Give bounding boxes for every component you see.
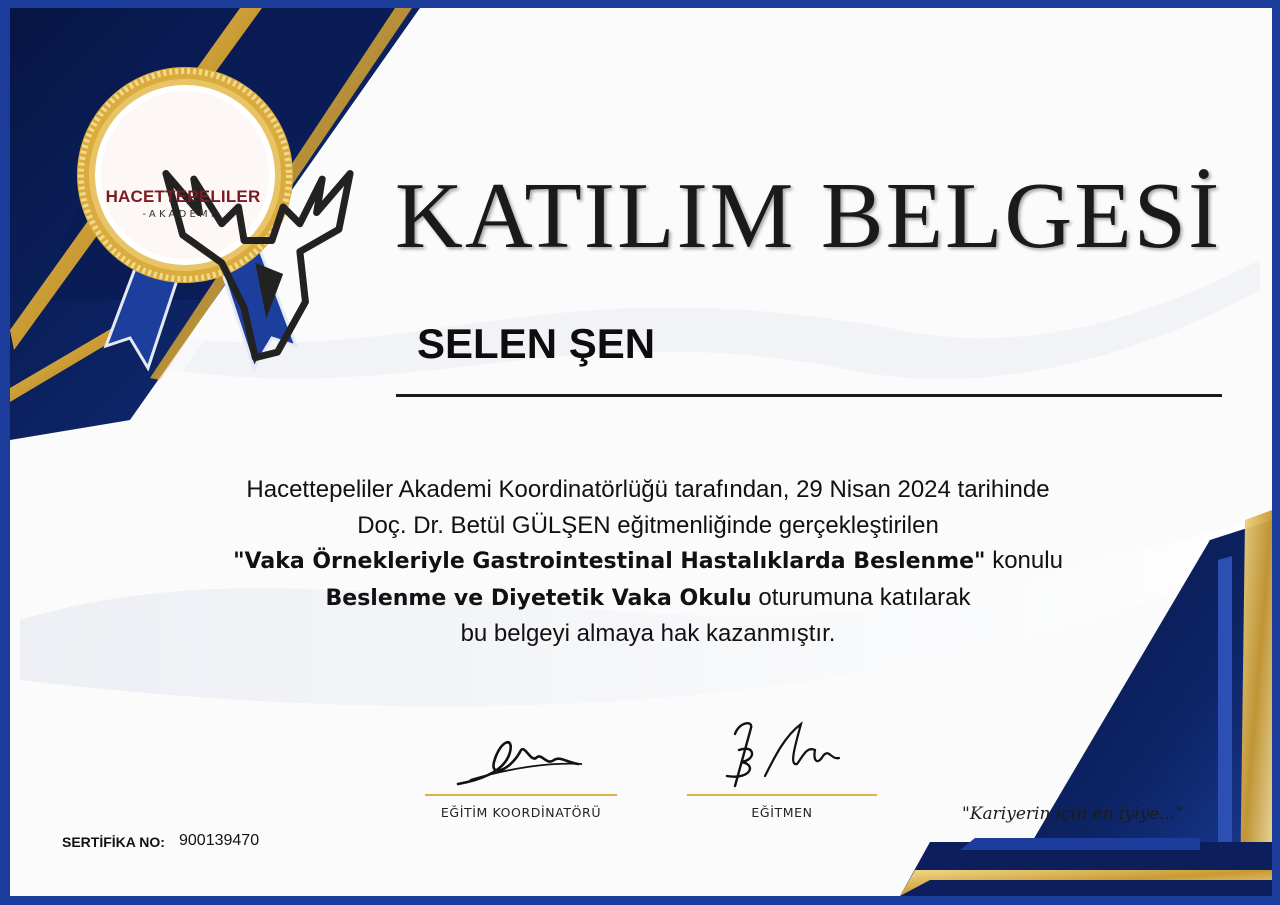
coordinator-signature: [450, 722, 590, 792]
body-line-3: [148, 543, 1148, 580]
certificate-body: [148, 472, 1148, 652]
body-line-5: bu belgeyi almaya hak kazanmıştır.: [460, 620, 836, 647]
deer-head-icon: [138, 100, 378, 420]
body-line-1: Hacettepeliler Akademi Koordinatörlüğü tarafından, 29 Nisan 2024 tarihinde: [246, 476, 1050, 503]
recipient-name: SELEN ŞEN: [417, 320, 656, 367]
course-title: "Vaka Örnekleriyle Gastrointestinal Hastalıklarda Beslenme": [233, 549, 986, 574]
seal-org-name: HACETTEPELILER: [105, 187, 261, 206]
coordinator-signature-line: [425, 794, 617, 796]
certificate-number: 900139470: [179, 832, 260, 849]
body-line-2: Doç. Dr. Betül GÜLŞEN eğitmenliğinde gerçekleştirilen: [357, 511, 939, 539]
recipient-underline: [396, 394, 1222, 397]
certificate-number-label: SERTİFİKA NO:: [62, 834, 165, 850]
instructor-label: EĞİTMEN: [751, 805, 813, 820]
body-line-4-rest: oturumuna katılarak: [751, 583, 971, 611]
instructor-signature: [705, 716, 855, 792]
body-line-4: [148, 580, 1148, 617]
certificate-title: KATILIM BELGESİ: [395, 164, 1222, 268]
body-line-3-rest: konulu: [985, 547, 1063, 574]
motto: "Kariyerin için en iyiye...": [962, 804, 1184, 824]
instructor-signature-line: [687, 794, 877, 796]
program-name: Beslenme ve Diyetetik Vaka Okulu: [325, 585, 752, 611]
seal-org-subtitle: -AKADEMi-: [142, 209, 224, 220]
coordinator-label: EĞİTİM KOORDİNATÖRÜ: [440, 805, 602, 820]
academy-seal: [70, 60, 310, 380]
